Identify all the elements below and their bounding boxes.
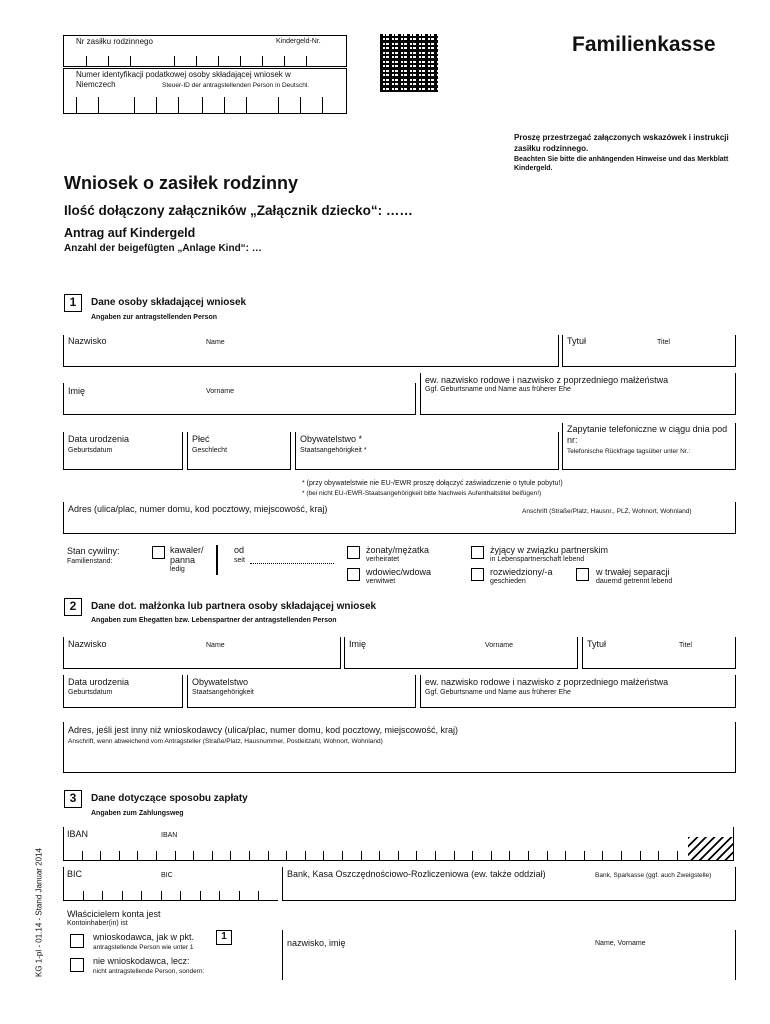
- iban-cell-divider: [286, 851, 287, 861]
- applicant-sex-label-de: Geschlecht: [192, 447, 228, 454]
- married-label-de: verheiratet: [366, 556, 400, 563]
- iban-cell-divider: [305, 851, 306, 861]
- bic-cell-divider: [122, 891, 123, 901]
- applicant-surname-label-de: Name: [206, 339, 225, 346]
- spouse-address-field[interactable]: [63, 722, 736, 773]
- since-date-input[interactable]: [250, 563, 334, 564]
- account-owner-label-de: Kontoinhaber(in) ist: [67, 920, 128, 927]
- applicant-title-label-de: Titel: [657, 339, 670, 346]
- section-3-number: 3: [64, 790, 82, 808]
- spouse-surname-label-de: Name: [206, 642, 225, 649]
- divorced-label-de: geschieden: [490, 578, 526, 585]
- section-1-title: Dane osoby składającej wniosek: [91, 297, 247, 308]
- iban-cell-divider: [602, 851, 603, 861]
- iban-cell-divider: [137, 851, 138, 861]
- married-checkbox[interactable]: [347, 546, 360, 559]
- section-3-subtitle: Angaben zum Zahlungsweg: [91, 810, 184, 817]
- iban-cell-divider: [119, 851, 120, 861]
- widowed-checkbox[interactable]: [347, 568, 360, 581]
- agency-title: Familienkasse: [572, 33, 716, 56]
- widowed-label: wdowiec/wdowa: [366, 567, 432, 577]
- iban-cell-divider: [82, 851, 83, 861]
- separated-label: w trwałej separacji: [596, 567, 670, 577]
- single-checkbox[interactable]: [152, 546, 165, 559]
- owner-name-label: nazwisko, imię: [287, 938, 346, 948]
- spouse-address-label: Adres, jeśli jest inny niż wnioskodawcy (ulica/plac, numer domu, kod pocztowy, miejscowość, kraj): [68, 725, 458, 735]
- bank-name-label: Bank, Kasa Oszczędnościowo-Rozliczeniowa (ew. także oddział): [287, 869, 546, 879]
- owner-name-label-de: Name, Vorname: [595, 940, 646, 947]
- bic-cell-divider: [239, 891, 240, 901]
- separated-checkbox[interactable]: [576, 568, 589, 581]
- applicant-address-label: Adres (ulica/plac, numer domu, kod pocztowy, miejscowość, kraj): [68, 504, 328, 514]
- spouse-address-label-de: Anschrift, wenn abweichend vom Antragsteller (Straße/Platz, Hausnummer, Postleitzahl, Wohnort, Wohnland): [68, 738, 383, 745]
- attachments-count-pl: Ilość dołączony załączników „Załącznik dziecko“: ……: [64, 203, 413, 218]
- section-3-title: Dane dotyczące sposobu zapłaty: [91, 793, 248, 804]
- applicant-birthname-label: ew. nazwisko rodowe i nazwisko z poprzedniego małżeństwa: [425, 375, 669, 385]
- applicant-firstname-label-de: Vorname: [206, 388, 235, 395]
- spouse-nationality-field[interactable]: [187, 675, 416, 708]
- applicant-nationality-label-de: Staatsangehörigkeit *: [300, 447, 367, 454]
- nationality-note-de: * (bei nicht EU-/EWR-Staatsangehörigkeit bitte Nachweis Aufenthaltstitel beifügen!): [302, 490, 542, 497]
- iban-cell-divider: [454, 851, 455, 861]
- iban-cell-divider: [509, 851, 510, 861]
- spouse-title-field[interactable]: [582, 637, 736, 669]
- divorced-label: rozwiedziony/-a: [490, 567, 553, 577]
- section-1-subtitle: Angaben zur antragstellenden Person: [91, 314, 218, 321]
- attachments-count-de: Anzahl der beigefügten „Anlage Kind“: …: [64, 243, 262, 254]
- civil-status-label: Stan cywilny:: [67, 546, 120, 556]
- bic-cell-divider: [258, 891, 259, 901]
- applicant-dob-label-de: Geburtsdatum: [68, 447, 113, 454]
- civil-status-label-de: Familienstand:: [67, 558, 113, 565]
- bic-cell-divider: [161, 891, 162, 901]
- applicant-surname-label: Nazwisko: [68, 336, 107, 346]
- tax-id-label-de: Steuer-ID der antragstellenden Person in Deutschl.: [162, 82, 310, 89]
- since-label-de: seit: [234, 557, 245, 564]
- spouse-nationality-label-de: Staatsangehörigkeit: [192, 689, 254, 696]
- iban-cell-divider: [565, 851, 566, 861]
- owner-applicant-label-de: antragstellende Person wie unter 1: [93, 944, 194, 951]
- iban-cell-divider: [416, 851, 417, 861]
- nationality-note-pl: * (przy obywatelstwie nie EU-/EWR proszę dołączyć zaświadczenie o tytule pobytu!): [302, 480, 563, 487]
- spouse-firstname-label: Imię: [349, 639, 367, 649]
- iban-cell-divider: [435, 851, 436, 861]
- page-title-de: Antrag auf Kindergeld: [64, 226, 196, 240]
- applicant-address-label-de: Anschrift (Straße/Platz, Hausnr., PLZ, Wohnort, Wohnland): [522, 508, 692, 515]
- owner-applicant-checkbox[interactable]: [70, 934, 84, 948]
- applicant-phone-label-de: Telefonische Rückfrage tagsüber unter Nr.:: [567, 448, 691, 455]
- iban-cell-divider: [361, 851, 362, 861]
- applicant-dob-label: Data urodzenia: [68, 434, 130, 444]
- iban-cell-divider: [472, 851, 473, 861]
- iban-cell-divider: [547, 851, 548, 861]
- owner-name-field[interactable]: [282, 930, 736, 980]
- section-2-subtitle: Angaben zum Ehegatten bzw. Lebenspartner der antragstellenden Person: [91, 617, 337, 624]
- iban-cell-divider: [640, 851, 641, 861]
- partnership-label: żyjący w związku partnerskim: [490, 545, 609, 555]
- barcode-image: [380, 34, 438, 92]
- iban-cell-divider: [584, 851, 585, 861]
- partnership-checkbox[interactable]: [471, 546, 484, 559]
- applicant-address-field[interactable]: [63, 502, 736, 534]
- iban-cell-divider: [175, 851, 176, 861]
- spouse-birthname-label-de: Ggf. Geburtsname und Name aus früherer Ehe: [425, 689, 571, 696]
- applicant-birthname-field[interactable]: [420, 373, 736, 415]
- divorced-checkbox[interactable]: [471, 568, 484, 581]
- iban-cell-divider: [268, 851, 269, 861]
- iban-cell-divider: [379, 851, 380, 861]
- form-version-label: KG 1-pl - 01.14 - Stand Januar 2014: [34, 848, 44, 977]
- single-label-de: ledig: [170, 566, 185, 573]
- iban-cell-divider: [398, 851, 399, 861]
- applicant-firstname-field[interactable]: [63, 383, 416, 415]
- bic-label: BIC: [67, 869, 83, 879]
- bic-label-de: BIC: [161, 872, 173, 879]
- married-label: żonaty/mężatka: [366, 545, 430, 555]
- iban-cell-divider: [100, 851, 101, 861]
- spouse-birthname-field[interactable]: [420, 675, 736, 708]
- kindergeld-number-label-de: Kindergeld-Nr.: [276, 38, 321, 45]
- applicant-firstname-label: Imię: [68, 386, 86, 396]
- iban-cell-divider: [677, 851, 678, 861]
- notice-pl: Proszę przestrzegać załączonych wskazówek i instrukcji zasiłku rodzinnego.: [514, 133, 729, 153]
- applicant-title-field[interactable]: [562, 335, 736, 367]
- iban-cell-divider: [491, 851, 492, 861]
- iban-cell-divider: [249, 851, 250, 861]
- applicant-birthname-label-de: Ggf. Geburtsname und Name aus früherer Ehe: [425, 386, 571, 393]
- owner-applicant-ref: 1: [216, 930, 232, 945]
- applicant-phone-label: Zapytanie telefoniczne w ciągu dnia pod nr:: [567, 424, 728, 445]
- iban-cell-divider: [212, 851, 213, 861]
- page-title: Wniosek o zasiłek rodzinny: [64, 173, 299, 193]
- iban-cell-divider: [342, 851, 343, 861]
- spouse-dob-label: Data urodzenia: [68, 677, 130, 687]
- account-owner-label: Właścicielem konta jest: [67, 909, 161, 919]
- owner-other-checkbox[interactable]: [70, 958, 84, 972]
- notice-de: Beachten Sie bitte die anhängenden Hinweise und das Merkblatt Kindergeld.: [514, 156, 729, 172]
- applicant-surname-field[interactable]: [63, 335, 559, 367]
- iban-label: IBAN: [67, 829, 89, 839]
- iban-label-de: IBAN: [161, 832, 178, 839]
- widowed-label-de: verwitwet: [366, 578, 396, 585]
- spouse-dob-field[interactable]: [63, 675, 183, 708]
- section-2-number: 2: [64, 598, 82, 616]
- applicant-sex-label: Płeć: [192, 434, 210, 444]
- single-label: kawaler/ panna: [170, 545, 204, 565]
- applicant-nationality-label: Obywatelstwo *: [300, 434, 363, 444]
- bic-cell-divider: [83, 891, 84, 901]
- spouse-birthname-label: ew. nazwisko rodowe i nazwisko z poprzedniego małżeństwa: [425, 677, 669, 687]
- bic-cell-divider: [200, 891, 201, 901]
- bic-field[interactable]: [63, 867, 278, 901]
- spouse-firstname-field[interactable]: [344, 637, 578, 669]
- separated-label-de: dauernd getrennt lebend: [596, 578, 673, 585]
- spouse-title-label: Tytuł: [587, 639, 607, 649]
- kindergeld-number-box[interactable]: [63, 35, 347, 67]
- section-1-number: 1: [64, 294, 82, 312]
- bic-cell-divider: [219, 891, 220, 901]
- tax-id-label: Numer identyfikacji podatkowej osoby składającej wniosek w Niemczech: [76, 70, 291, 89]
- applicant-phone-field[interactable]: [562, 423, 736, 470]
- bic-cell-divider: [102, 891, 103, 901]
- iban-cell-divider: [621, 851, 622, 861]
- bank-name-field[interactable]: [282, 867, 736, 901]
- tax-id-box[interactable]: [63, 68, 347, 114]
- iban-cell-divider: [528, 851, 529, 861]
- section-2-title: Dane dot. małżonka lub partnera osoby składającej wniosek: [91, 601, 377, 612]
- spouse-surname-field[interactable]: [63, 637, 341, 669]
- kindergeld-number-label: Nr zasiłku rodzinnego: [76, 37, 153, 46]
- iban-cell-divider: [323, 851, 324, 861]
- iban-cell-divider: [156, 851, 157, 861]
- bic-cell-divider: [141, 891, 142, 901]
- applicant-sex-field[interactable]: [187, 432, 291, 470]
- spouse-title-label-de: Titel: [679, 642, 692, 649]
- since-label: od: [234, 545, 245, 555]
- owner-other-label-de: nicht antragstellende Person, sondern:: [93, 968, 205, 975]
- bank-name-label-de: Bank, Sparkasse (ggf. auch Zweigstelle): [595, 872, 712, 879]
- owner-other-label: nie wnioskodawca, lecz:: [93, 956, 190, 966]
- spouse-firstname-label-de: Vorname: [485, 642, 514, 649]
- iban-cell-divider: [658, 851, 659, 861]
- spouse-surname-label: Nazwisko: [68, 639, 107, 649]
- applicant-title-label: Tytuł: [567, 336, 587, 346]
- owner-applicant-label: wnioskodawca, jak w pkt.: [93, 932, 195, 942]
- partnership-label-de: in Lebenspartnerschaft lebend: [490, 556, 585, 563]
- iban-cell-divider: [230, 851, 231, 861]
- bic-cell-divider: [180, 891, 181, 901]
- spouse-nationality-label: Obywatelstwo: [192, 677, 249, 687]
- iban-cell-divider: [193, 851, 194, 861]
- applicant-dob-field[interactable]: [63, 432, 183, 470]
- applicant-nationality-field[interactable]: [295, 432, 559, 470]
- iban-unused-hatch: [688, 837, 733, 860]
- spouse-dob-label-de: Geburtsdatum: [68, 689, 113, 696]
